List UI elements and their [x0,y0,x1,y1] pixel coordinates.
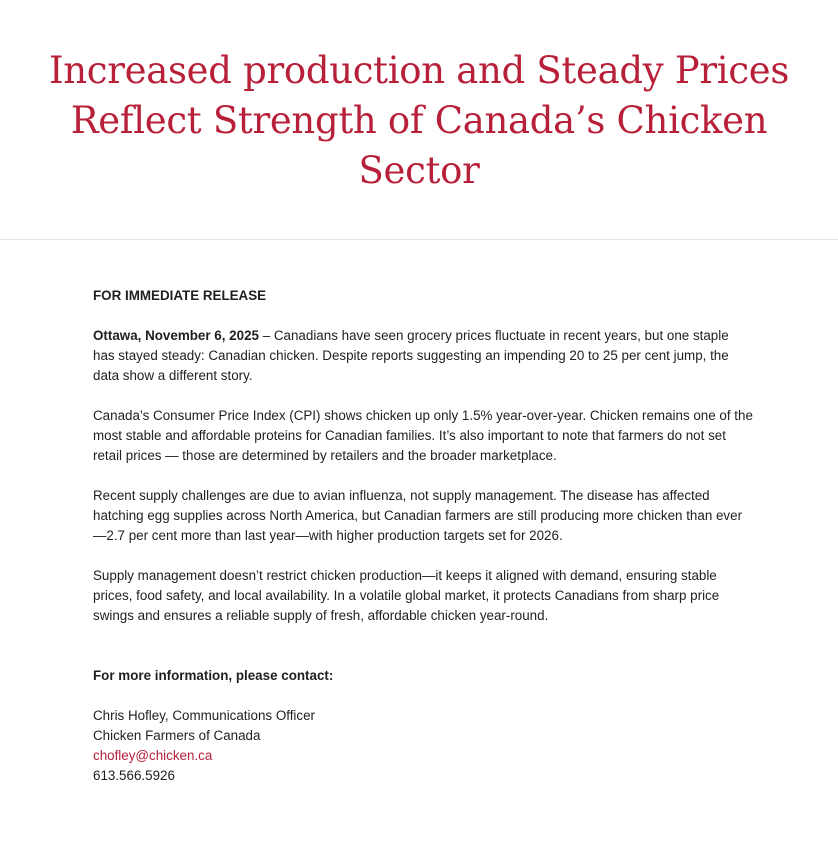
contact-block [93,706,753,786]
paragraph-supply-management: Supply management doesn’t restrict chicken production—it keeps it aligned with demand, ensuring stable prices, food safety, and local availability. In a volatile global market, it protects Canadians from sharp price swings and ensures a reliable supply of fresh, affordable chicken year-round. [93,568,720,623]
contact-name-title: Chris Hofley, Communications Officer [93,708,316,723]
dateline: Ottawa, November 6, 2025 [93,328,259,343]
paragraph-cpi: Canada’s Consumer Price Index (CPI) shows chicken up only 1.5% year-over-year. Chicken remains one of the most stable and affordable proteins for Canadian families. It’s also important to note that farmers do not set retail prices — those are determined by retailers and the broader marketplace. [93,408,753,463]
paragraph-intro [93,326,753,386]
contact-heading: For more information, please contact: [93,668,334,683]
paragraph-avian-influenza: Recent supply challenges are due to avian influenza, not supply management. The disease has affected hatching egg supplies across North America, but Canadian farmers are still producing more chicken than ever—2.7 per cent more than last year—with higher production targets set for 2026. [93,488,743,543]
contact-email-link[interactable]: chofley@chicken.ca [93,748,213,763]
page-title: Increased production and Steady Prices Reflect Strength of Canada’s Chicken Sector [48,49,790,192]
paragraph-intro-text: – Canadians have seen grocery prices fluctuate in recent years, but one staple has stayed steady: Canadian chicken. Despite reports suggesting an impending 20 to 25 per cent jump, the data show a different story. [93,328,729,383]
page-header [0,0,838,240]
contact-phone: 613.566.5926 [93,768,175,783]
contact-organization: Chicken Farmers of Canada [93,728,261,743]
release-label: FOR IMMEDIATE RELEASE [93,288,267,303]
press-release-body [93,286,753,786]
